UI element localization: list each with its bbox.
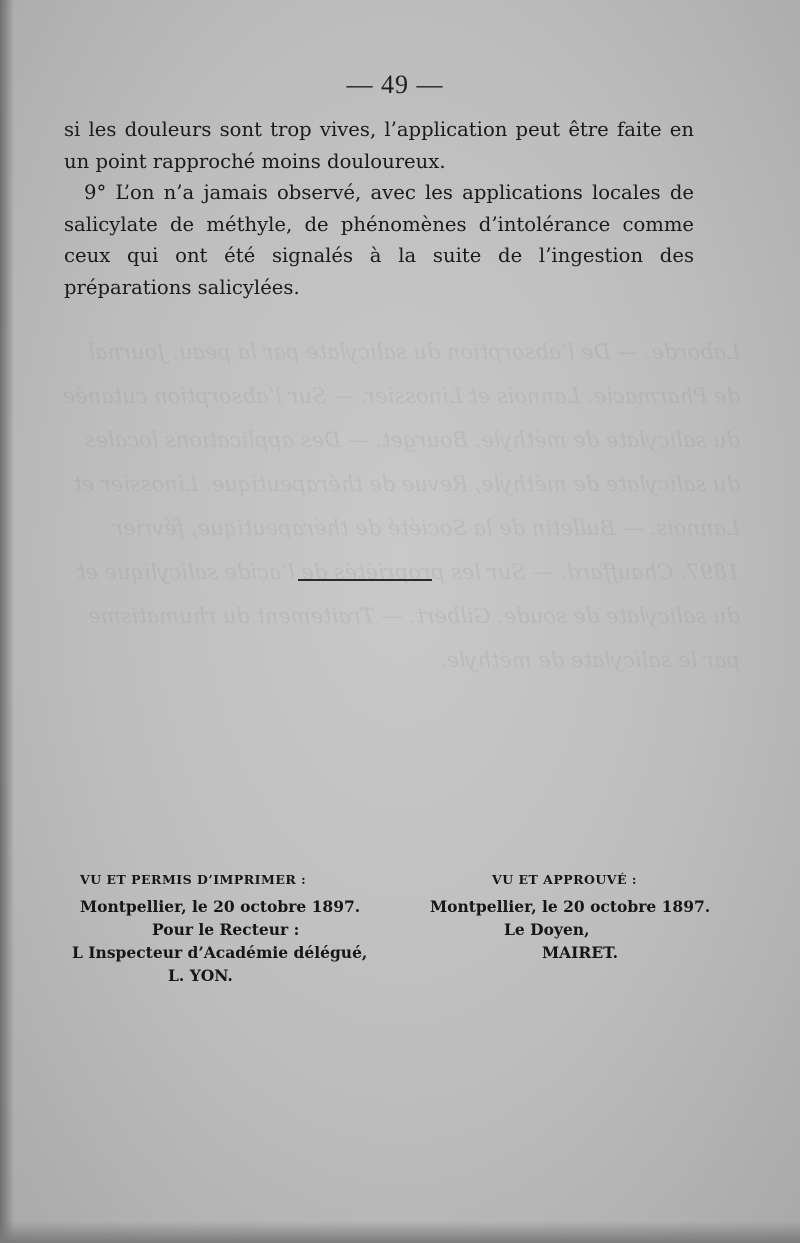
imprimatur-place-date: Montpellier, le 20 octobre 1897.	[80, 897, 361, 916]
imprimatur-block	[72, 868, 368, 987]
body-text	[64, 114, 694, 303]
paragraph-point-9: 9° L’on n’a jamais observé, avec les applications locales de salicylate de méthyle, de phénomènes d’intolérance comme ceux qui ont été signalés à la suite de l’ingestion des préparations salicylées.	[64, 181, 694, 299]
imprimatur-inspector-title: L Inspecteur d’Académie délégué,	[72, 943, 368, 962]
page-edge-shadow-bottom	[0, 1221, 800, 1243]
approval-dean-title: Le Doyen,	[504, 920, 590, 939]
approval-signature: MAIRET.	[542, 943, 619, 962]
approval-heading: VU ET APPROUVÉ :	[492, 872, 637, 887]
section-divider	[298, 579, 432, 581]
page-edge-shadow-left	[0, 0, 14, 1243]
approval-place-date: Montpellier, le 20 octobre 1897.	[430, 897, 711, 916]
approval-block	[430, 868, 711, 964]
page-number: — 49 —	[346, 70, 444, 99]
paragraph-continuation: si les douleurs sont trop vives, l’application peut être faite en un point rapproché moins douloureux.	[64, 118, 694, 173]
imprimatur-signature: L. YON.	[168, 966, 233, 985]
bleed-through-text: Laborde. — De l’absorption du salicylate par la peau. Journal de Pharmacie. Lannois et Linossier. — Sur l’absorption cutanée du salicylate de méthyle. Bourget. — Des applications locales du salicylate de méthyle, Revue de thérapeutique. Linossier et Lannois. — Bulletin de la Société de thérapeutique, février 1897. Chauffard. — Sur les propriétés de l’acide salicylique et du salicylate de soude. Gilbert. — Traitement du rhumatisme par le salicylate de méthyle.	[62, 340, 740, 672]
imprimatur-heading: VU ET PERMIS D’IMPRIMER :	[80, 872, 307, 887]
imprimatur-for-rector: Pour le Recteur :	[152, 920, 300, 939]
